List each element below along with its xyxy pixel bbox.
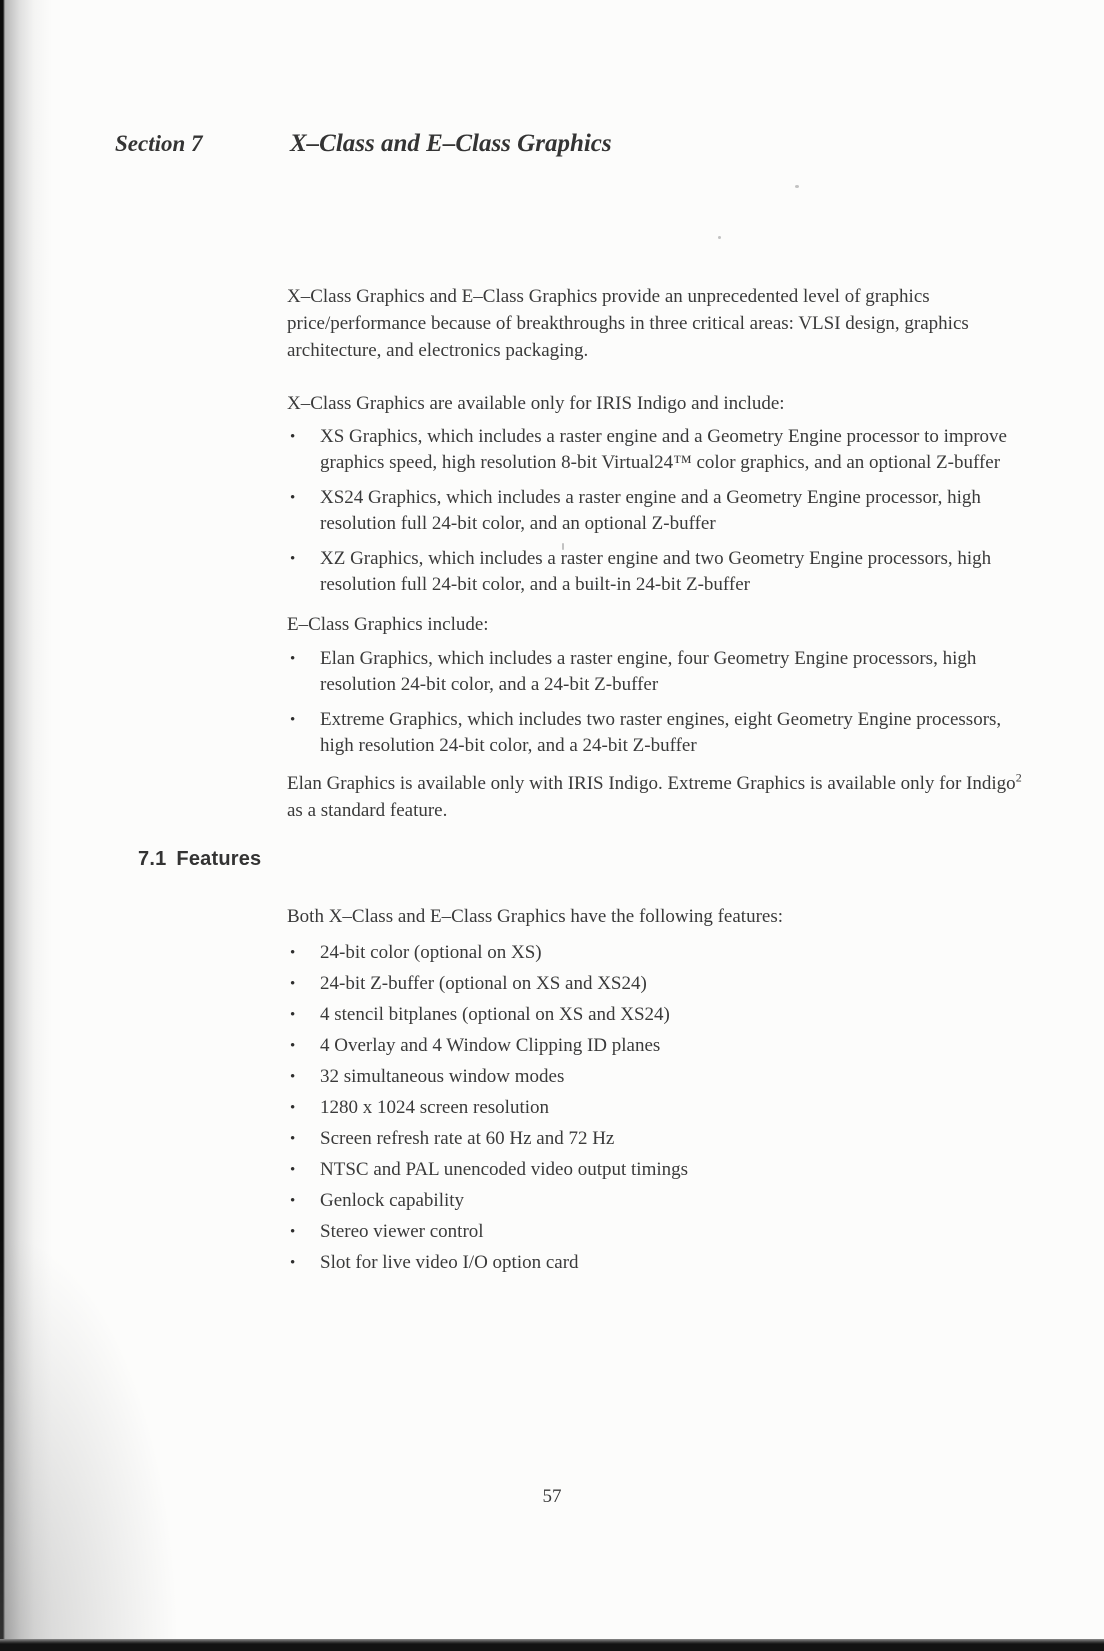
list-item-text: 24-bit Z-buffer (optional on XS and XS24) [320, 973, 647, 994]
section-header [115, 130, 1015, 158]
bullet-icon: • [290, 1100, 296, 1116]
intro-paragraph: X–Class Graphics and E–Class Graphics provide an unprecedented level of graphics price/performance because of breakthroughs in three critical areas: VLSI design, graphics architecture, and electronics packaging. [287, 286, 969, 361]
list-item-text: 24-bit color (optional on XS) [320, 942, 542, 963]
bullet-icon: • [290, 712, 296, 728]
list-item-text: 32 simultaneous window modes [320, 1066, 565, 1087]
bullet-icon: • [290, 429, 296, 445]
list-item [287, 940, 1035, 966]
features-heading-label: Features [176, 848, 262, 870]
list-item-text: Slot for live video I/O option card [320, 1252, 579, 1273]
list-item-text: XS24 Graphics, which includes a raster engine and a Geometry Engine processor, high resolution full 24-bit color, and an optional Z-buffer [320, 487, 981, 534]
list-item-text: 1280 x 1024 screen resolution [320, 1097, 550, 1118]
list-item [287, 1064, 1035, 1090]
list-item [287, 1126, 1035, 1152]
list-item-text: XS Graphics, which includes a raster engine and a Geometry Engine processor to improve graphics speed, high resolution 8-bit Virtual24™ color graphics, and an optional Z-buffer [320, 426, 1007, 473]
list-item-text: Screen refresh rate at 60 Hz and 72 Hz [320, 1128, 615, 1149]
list-item [287, 971, 1035, 997]
features-heading-number: 7.1 [138, 848, 167, 870]
xclass-graphics-list [287, 424, 1035, 607]
bullet-icon: • [290, 551, 296, 567]
bullet-icon: • [290, 1193, 296, 1209]
features-lead: Both X–Class and E–Class Graphics have the following features: [287, 906, 784, 927]
scan-bottom-band [0, 1639, 1104, 1651]
list-item-text: 4 stencil bitplanes (optional on XS and XS24) [320, 1004, 670, 1025]
bullet-icon: • [290, 1162, 296, 1178]
list-item-text: XZ Graphics, which includes a raster engine and two Geometry Engine processors, high resolution full 24-bit color, and a built-in 24-bit Z-buffer [320, 548, 992, 595]
page-title: X–Class and E–Class Graphics [290, 130, 612, 157]
list-item [287, 646, 1035, 698]
list-item-text: Elan Graphics, which includes a raster engine, four Geometry Engine processors, high resolution 24-bit color, and a 24-bit Z-buffer [320, 648, 977, 695]
scan-speck [718, 236, 721, 239]
section-number: Section 7 [115, 131, 203, 156]
list-item [287, 1219, 1035, 1245]
list-item-text: Genlock capability [320, 1190, 465, 1211]
list-item-text: Stereo viewer control [320, 1221, 484, 1242]
superscript-2: 2 [1015, 770, 1022, 785]
list-item [287, 485, 1035, 537]
bullet-icon: • [290, 976, 296, 992]
eclass-lead: E–Class Graphics include: [287, 614, 489, 635]
list-item [287, 1250, 1035, 1276]
eclass-graphics-list [287, 646, 1035, 768]
bullet-icon: • [290, 1255, 296, 1271]
availability-text: Elan Graphics is available only with IRIS Indigo. Extreme Graphics is available only for Indigo [287, 773, 1016, 794]
list-item [287, 1095, 1035, 1121]
features-list [287, 940, 1035, 1281]
page-number: 57 [542, 1486, 562, 1507]
scan-speck [795, 185, 799, 188]
scan-corner-shadow [0, 1231, 180, 1651]
bullet-icon: • [290, 1007, 296, 1023]
list-item-text: Extreme Graphics, which includes two raster engines, eight Geometry Engine processors, high resolution 24-bit color, and a 24-bit Z-buffer [320, 709, 1002, 756]
bullet-icon: • [290, 490, 296, 506]
list-item [287, 1033, 1035, 1059]
availability-paragraph [287, 770, 1035, 824]
list-item [287, 707, 1035, 759]
list-item-text: 4 Overlay and 4 Window Clipping ID planes [320, 1035, 661, 1056]
bullet-icon: • [290, 1038, 296, 1054]
availability-text-end: as a standard feature. [287, 800, 448, 821]
bullet-icon: • [290, 1131, 296, 1147]
scan-left-edge-shadow [0, 0, 52, 1651]
features-section-heading [138, 848, 261, 871]
list-item [287, 546, 1035, 598]
bullet-icon: • [290, 1069, 296, 1085]
bullet-icon: • [290, 1224, 296, 1240]
list-item [287, 1157, 1035, 1183]
list-item-text: NTSC and PAL unencoded video output timings [320, 1159, 689, 1180]
xclass-lead: X–Class Graphics are available only for IRIS Indigo and include: [287, 393, 785, 414]
list-item [287, 424, 1035, 476]
bullet-icon: • [290, 651, 296, 667]
list-item [287, 1188, 1035, 1214]
bullet-icon: • [290, 945, 296, 961]
list-item [287, 1002, 1035, 1028]
